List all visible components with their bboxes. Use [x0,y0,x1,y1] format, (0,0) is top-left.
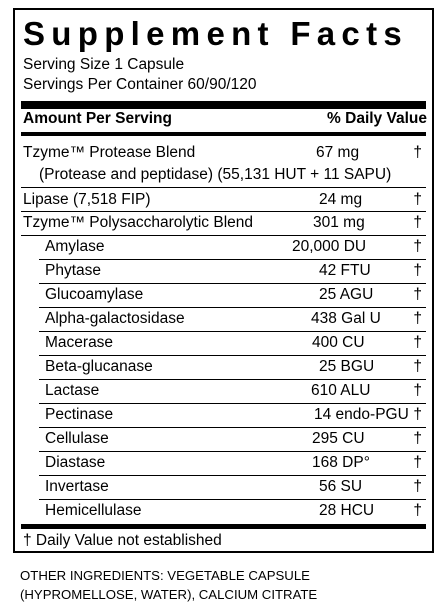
column-header [23,110,427,128]
thick-divider-top [21,101,426,109]
row-divider [39,451,426,452]
nutrient-name: Macerase [45,334,114,351]
nutrient-name: Lipase (7,518 FIP) [23,191,151,208]
daily-value-dagger: † [413,286,422,303]
daily-value-dagger: † [413,358,422,375]
daily-value-dagger: † [413,238,422,255]
row-divider [39,355,426,356]
daily-value-dagger: † [413,262,422,279]
servings-per-container: Servings Per Container 60/90/120 [23,76,257,93]
nutrient-amount: 56 SU [319,478,363,495]
nutrient-amount: 301 mg [313,214,365,231]
nutrient-name: Lactase [45,382,100,399]
nutrient-name: Phytase [45,262,102,279]
header-amount: Amount Per Serving [23,110,172,127]
nutrient-name: Glucoamylase [45,286,144,303]
daily-value-dagger: † [413,382,422,399]
other-ingredients [20,566,430,604]
nutrient-name: Tzyme™ Protease Blend [23,144,196,161]
row-divider [39,331,426,332]
nutrient-name: Invertase [45,478,109,495]
row-divider [39,499,426,500]
daily-value-dagger: † [413,144,422,161]
nutrient-row [21,143,426,185]
row-divider [39,475,426,476]
row-divider [39,403,426,404]
nutrient-name: Alpha-galactosidase [45,310,185,327]
daily-value-dagger: † [413,334,422,351]
nutrient-amount: 20,000 DU [292,238,367,255]
nutrient-name: Hemicellulase [45,502,142,519]
nutrient-name: Cellulase [45,430,109,447]
nutrient-subtitle: (Protease and peptidase) (55,131 HUT + 11 SAPU) [39,166,392,183]
nutrient-amount: 28 HCU [319,502,375,519]
daily-value-dagger: † [413,310,422,327]
daily-value-dagger: † [413,191,422,208]
nutrient-name: Pectinase [45,406,114,423]
row-divider [39,259,426,260]
daily-value-dagger: † [413,502,422,519]
nutrient-amount: 168 DP° [312,454,370,471]
nutrient-amount: 25 BGU [319,358,375,375]
row-divider [21,187,426,188]
nutrient-amount: 42 FTU [319,262,371,279]
row-divider [39,427,426,428]
nutrient-amount: 295 CU [312,430,365,447]
header-daily-value: % Daily Value [327,110,427,127]
nutrient-amount: 438 Gal U [311,310,381,327]
row-divider [39,379,426,380]
other-ingredients-line-2: (HYPROMELLOSE, WATER), CALCIUM CITRATE [20,587,318,602]
nutrient-name: Diastase [45,454,106,471]
thick-divider-bottom [21,524,426,529]
daily-value-dagger: † [413,406,422,423]
other-ingredients-line-1: OTHER INGREDIENTS: VEGETABLE CAPSULE [20,568,310,583]
daily-value-dagger: † [413,478,422,495]
daily-value-dagger: † [413,454,422,471]
nutrient-amount: 14 endo-PGU [314,406,409,423]
nutrient-name: Beta-glucanase [45,358,153,375]
supplement-facts-panel [13,8,434,553]
footnote: † Daily Value not established [23,532,222,549]
row-divider [21,235,426,236]
daily-value-dagger: † [413,430,422,447]
nutrient-amount: 67 mg [316,144,360,161]
nutrient-name: Amylase [45,238,105,255]
nutrient-amount: 610 ALU [311,382,371,399]
row-divider [39,307,426,308]
thick-divider-header [21,132,426,136]
serving-size: Serving Size 1 Capsule [23,56,185,73]
row-divider [21,211,426,212]
nutrient-amount: 25 AGU [319,286,374,303]
nutrient-name: Tzyme™ Polysaccharolytic Blend [23,214,253,231]
nutrient-amount: 24 mg [319,191,363,208]
row-divider [39,283,426,284]
daily-value-dagger: † [413,214,422,231]
panel-title: Supplement Facts [23,15,409,52]
nutrient-amount: 400 CU [312,334,365,351]
